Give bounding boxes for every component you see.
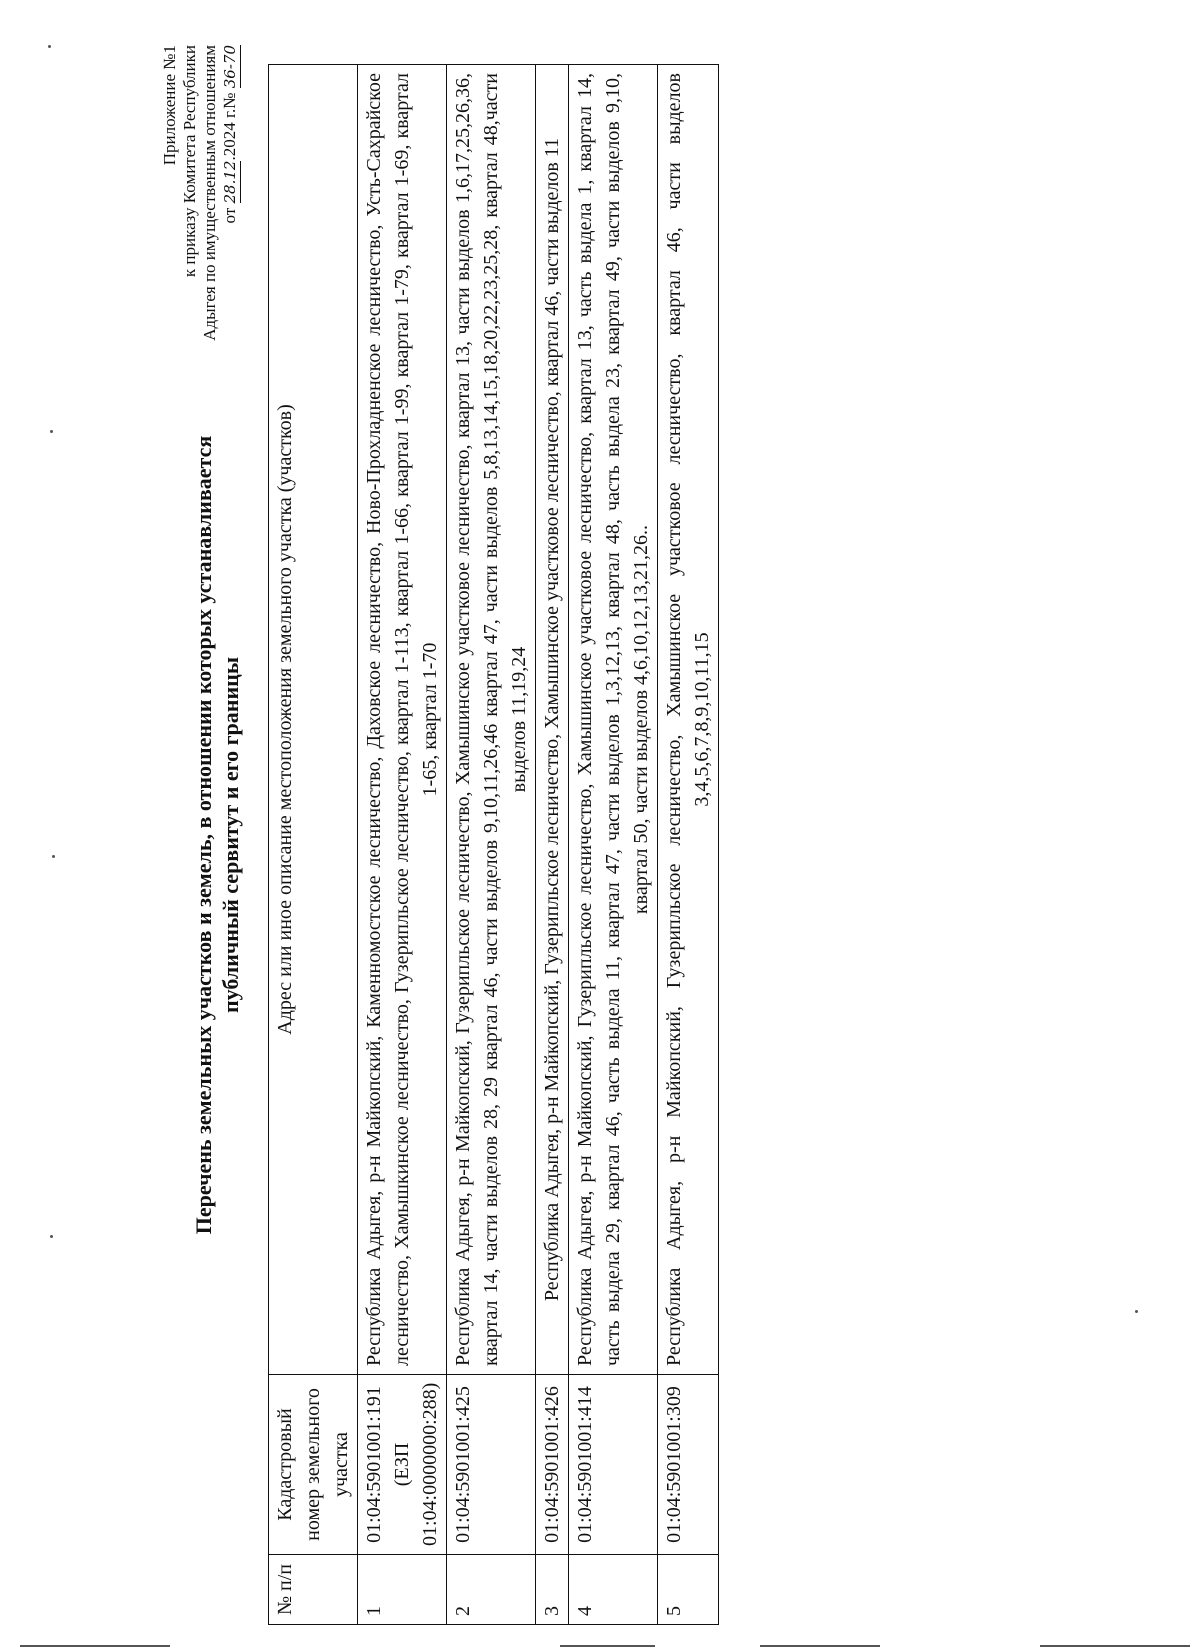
header-address: Адрес или иное описание местоположения земельного участка (участков) — [269, 65, 358, 1375]
table-row — [569, 65, 658, 1625]
title-line-1: Перечень земельных участков и земель, в отношении которых устанавливается — [191, 435, 216, 1235]
row-number: 2 — [447, 1555, 536, 1625]
rotated-content — [150, 45, 1200, 1625]
row-cadastral: 01:04:5901001:426 — [536, 1375, 569, 1555]
appendix-from: от — [220, 207, 239, 224]
row-address: Республика Адыгея, р-н Майкопский, Гузерипльское лесничество, Хамышинское участковое лесничество, квартал 13, часть выдела 1, квартал 14, часть выдела 29, квартал 46, часть выдела 11, квартал 47, части выделов 1,3,12,13, квартал 48, часть выдела 23, квартал 49, части выделов 9,10, квартал 50, части выделов 4,6,10,12,13,21,26.. — [569, 65, 658, 1375]
row-cadastral: 01:04:5901001:425 — [447, 1375, 536, 1555]
row-number: 1 — [358, 1555, 447, 1625]
appendix-line-1: Приложение №1 — [160, 45, 179, 166]
appendix-line-2: к приказу Комитета Республики — [180, 45, 199, 278]
scan-speck — [50, 430, 53, 433]
handwritten-date: 28.12 — [221, 160, 239, 204]
scan-edge-line — [20, 1645, 170, 1647]
table-row — [536, 65, 569, 1625]
scan-edge-line — [560, 1645, 655, 1647]
row-address: Республика Адыгея, р-н Майкопский, Гузерипльское лесничество, Хамышинское участковое лесничество, квартал 13, части выделов 1,6,17,25,26,36, квартал 14, части выделов 28, 29 квартал 46, части выделов 9,10,11,26,46 квартал 47, части выделов 5,8,13,14,15,18,20,22,23,25,28, квартал 48,части выделов 11,19,24 — [447, 65, 536, 1375]
row-cadastral: 01:04:5901001:414 — [569, 1375, 658, 1555]
parcels-table — [268, 64, 719, 1625]
scan-speck — [1135, 1310, 1138, 1313]
row-address: Республика Адыгея, р-н Майкопский, Гузерипльское лесничество, Хамышинское участковое лесничество, квартал 46, части выделов 11 — [536, 65, 569, 1375]
row-cadastral: 01:04:5901001:191 (ЕЗП 01:04:0000000:288) — [358, 1375, 447, 1555]
table-row — [447, 65, 536, 1625]
scan-speck — [48, 45, 51, 48]
row-number: 5 — [658, 1555, 719, 1625]
title-line-2: публичный сервитут и его границы — [218, 656, 243, 1014]
handwritten-number: 36-70 — [221, 45, 239, 89]
scan-edge-line — [760, 1645, 880, 1647]
appendix-line-3: Адыгея по имущественным отношениям — [200, 45, 219, 341]
row-number: 3 — [536, 1555, 569, 1625]
table-header-row — [269, 65, 358, 1625]
row-address: Республика Адыгея, р-н Майкопский, Гузерипльское лесничество, Хамышинское участковое лесничество, квартал 46, части выделов 3,4,5,6,7,8,9,10,11,15 — [658, 65, 719, 1375]
header-cadastral: Кадастровый номер земельного участка — [269, 1375, 358, 1555]
row-address: Республика Адыгея, р-н Майкопский, Каменномостское лесничество, Даховское лесничество, Ново-Прохладненское лесничество, Усть-Сахрайское лесничество, Хамышкинское лесничество, Гузерипльское лесничество, квартал 1-113, квартал 1-66, квартал 1-99, квартал 1-79, квартал 1-69, квартал 1-65, квартал 1-70 — [358, 65, 447, 1375]
scan-speck — [50, 1235, 53, 1238]
table-row — [358, 65, 447, 1625]
table-row — [658, 65, 719, 1625]
row-cadastral: 01:04:5901001:309 — [658, 1375, 719, 1555]
scan-speck — [52, 855, 55, 858]
document-title — [190, 45, 244, 1625]
header-number: № п/п — [269, 1555, 358, 1625]
scan-edge-line — [1040, 1645, 1190, 1647]
appendix-year: .2024 г.№ — [220, 92, 239, 161]
row-number: 4 — [569, 1555, 658, 1625]
